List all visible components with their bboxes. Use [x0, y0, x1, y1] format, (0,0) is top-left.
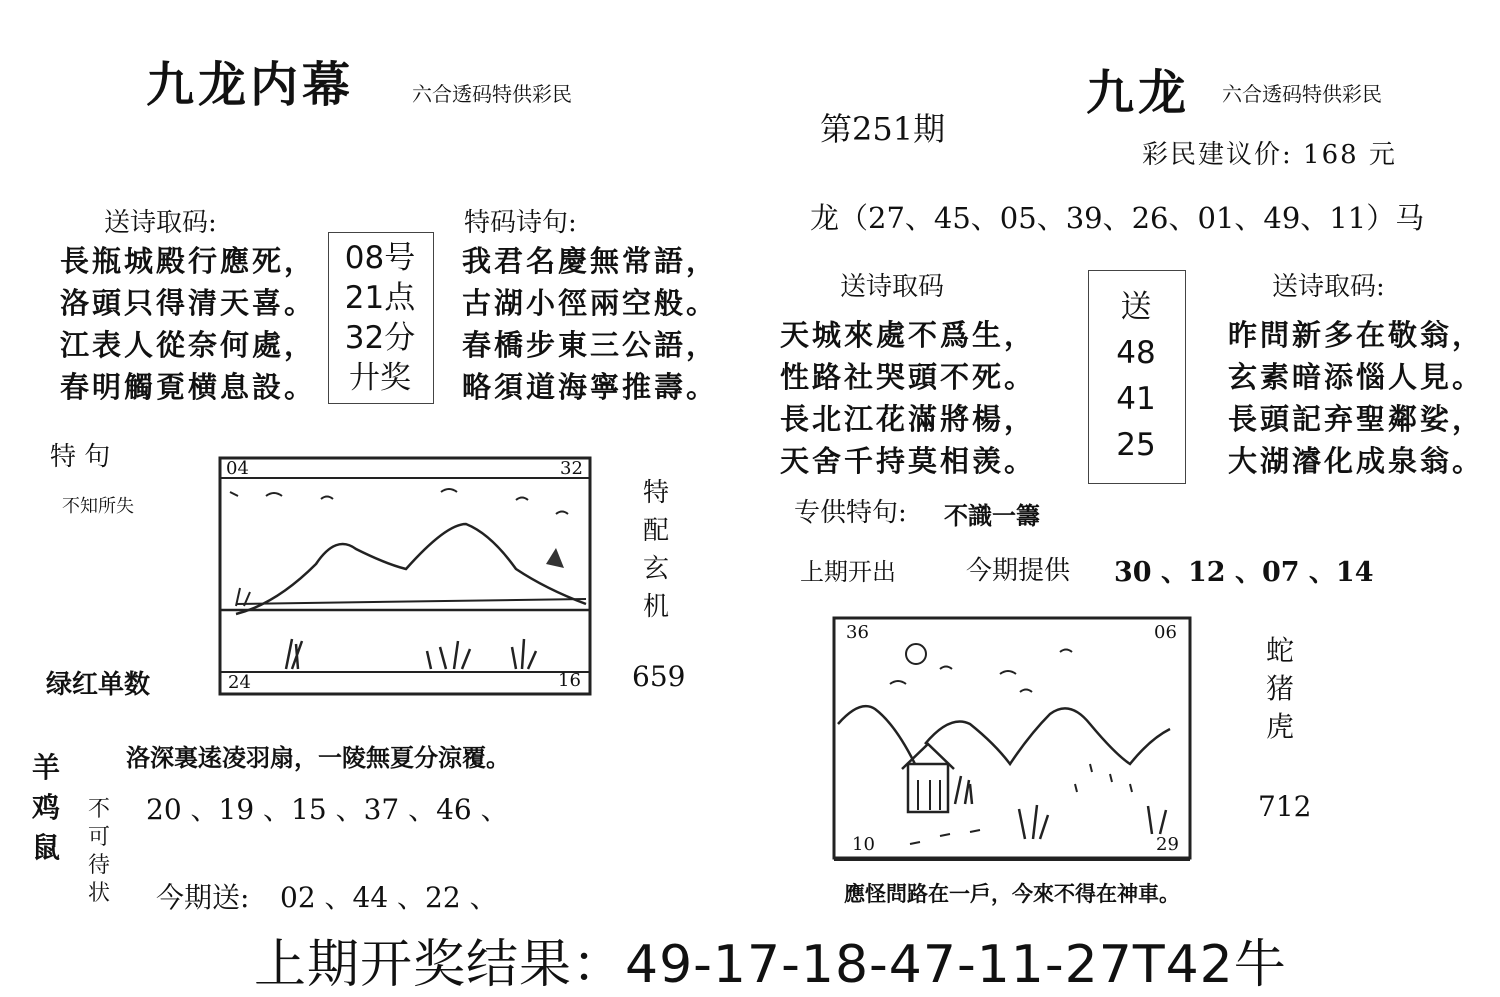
right-middle-box-text	[1088, 284, 1184, 468]
left-te-ju-text: 不知所失	[62, 496, 134, 517]
poem-line: 江表人從奈何處，	[60, 328, 317, 362]
poem-line: 天舍千持莫相羡。	[780, 444, 1037, 478]
vertical-char: 猪	[1265, 672, 1294, 705]
left-side-vertical	[636, 474, 676, 626]
right-poem-right	[1228, 314, 1484, 482]
vertical-char: 配	[642, 516, 669, 546]
left-send-today-numbers: 02 、44 、22 、	[280, 881, 498, 914]
box-line: 25	[1116, 427, 1156, 463]
left-send-heading: 送诗取码:	[104, 208, 217, 238]
green-red-label: 绿红单数	[46, 670, 151, 700]
poem-line: 春橋步東三公語，	[462, 328, 719, 362]
box-line: 廾奖	[349, 360, 411, 396]
poem-line: 我君名慶無常語，	[462, 244, 719, 278]
right-special-text: 不識一籌	[944, 501, 1040, 530]
left-waiting-vertical	[84, 796, 114, 908]
right-side-number: 712	[1258, 790, 1312, 823]
right-send-heading-left: 送诗取码	[840, 272, 945, 302]
right-special-label: 专供特句:	[794, 498, 907, 528]
left-picture-corner-br: 16	[558, 670, 581, 691]
right-picture-corner-tr: 06	[1154, 622, 1177, 643]
left-animals-vertical	[26, 748, 66, 868]
poem-line: 略須道海寧推壽。	[462, 370, 719, 404]
left-special-heading: 特码诗句:	[464, 208, 577, 238]
price-line: 彩民建议价: 168 元	[1142, 140, 1397, 170]
left-side-number: 659	[632, 660, 686, 693]
vertical-char: 蛇	[1265, 634, 1294, 667]
left-picture-corner-tl: 04	[226, 458, 249, 479]
poem-line: 昨問新多在敬翁，	[1228, 318, 1485, 352]
right-send-heading-right: 送诗取码:	[1272, 272, 1385, 302]
poem-line: 天城來處不爲生，	[780, 318, 1037, 352]
poem-line: 洛頭只得清天喜。	[60, 286, 317, 320]
right-subtitle: 六合透码特供彩民	[1222, 82, 1382, 106]
left-picture-corner-bl: 24	[228, 672, 251, 693]
left-title: 九龙内幕	[146, 57, 355, 113]
left-landscape-picture	[216, 454, 594, 698]
poem-line: 大湖濬化成泉翁。	[1228, 444, 1485, 478]
last-issue-label: 上期开出	[800, 558, 896, 586]
vertical-char: 机	[642, 592, 669, 622]
vertical-char: 鼠	[31, 831, 60, 864]
poem-line: 春明觸覔横息設。	[60, 370, 317, 404]
poem-line: 玄素暗添惱人見。	[1228, 360, 1485, 394]
left-send-today-label: 今期送:	[156, 881, 250, 914]
left-verse-line: 洛深裏逺凌羽扇，一陵無夏分涼覆。	[126, 743, 510, 772]
vertical-char: 待	[87, 853, 110, 878]
box-line: 32分	[344, 320, 416, 356]
provide-numbers: 30 、12 、07 、14	[1114, 557, 1374, 588]
vertical-char: 状	[87, 881, 110, 906]
right-side-vertical	[1260, 632, 1300, 746]
left-subtitle: 六合透码特供彩民	[412, 82, 572, 106]
dragon-line: 龙（27、45、05、39、26、01、49、11）马	[810, 201, 1425, 235]
right-picture-corner-tl: 36	[846, 622, 869, 643]
right-landscape-picture	[830, 614, 1194, 864]
right-picture-corner-bl: 10	[852, 834, 875, 855]
left-special-poem	[462, 240, 718, 408]
poem-line: 長頭記弃聖鄰娑，	[1228, 402, 1485, 436]
vertical-char: 特	[642, 478, 669, 508]
vertical-char: 鸡	[31, 791, 60, 824]
vertical-char: 玄	[642, 554, 669, 584]
poem-line: 古湖小徑兩空般。	[462, 286, 719, 320]
left-number-list: 20 、19 、15 、37 、46 、	[146, 793, 509, 826]
vertical-char: 虎	[1265, 710, 1294, 743]
vertical-char: 羊	[31, 751, 60, 784]
box-line: 21点	[344, 280, 416, 316]
poem-line: 長北江花滿將楊，	[780, 402, 1037, 436]
right-title: 九龙	[1086, 65, 1191, 121]
provide-label: 今期提供	[966, 556, 1071, 586]
right-caption: 應怪問路在一戶，今來不得在神車。	[844, 881, 1180, 906]
left-picture-corner-tr: 32	[560, 458, 583, 479]
poem-line: 長瓶城殿行應死，	[60, 244, 317, 278]
vertical-char: 不	[87, 797, 110, 822]
box-line: 送	[1120, 289, 1152, 325]
right-poem-left	[780, 314, 1036, 482]
left-middle-box-text	[328, 238, 432, 398]
last-draw-result: 上期开奖结果：49-17-18-47-11-27T42牛	[254, 935, 1287, 995]
vertical-char: 可	[87, 825, 110, 850]
poem-line: 性路社哭頭不死。	[780, 360, 1037, 394]
box-line: 48	[1116, 335, 1156, 371]
left-send-poem	[60, 240, 316, 408]
left-te-ju-label: 特 句	[50, 442, 111, 472]
issue-number: 第251期	[820, 110, 946, 148]
box-line: 41	[1116, 381, 1156, 417]
right-picture-corner-br: 29	[1156, 834, 1179, 855]
box-line: 08号	[344, 240, 416, 276]
